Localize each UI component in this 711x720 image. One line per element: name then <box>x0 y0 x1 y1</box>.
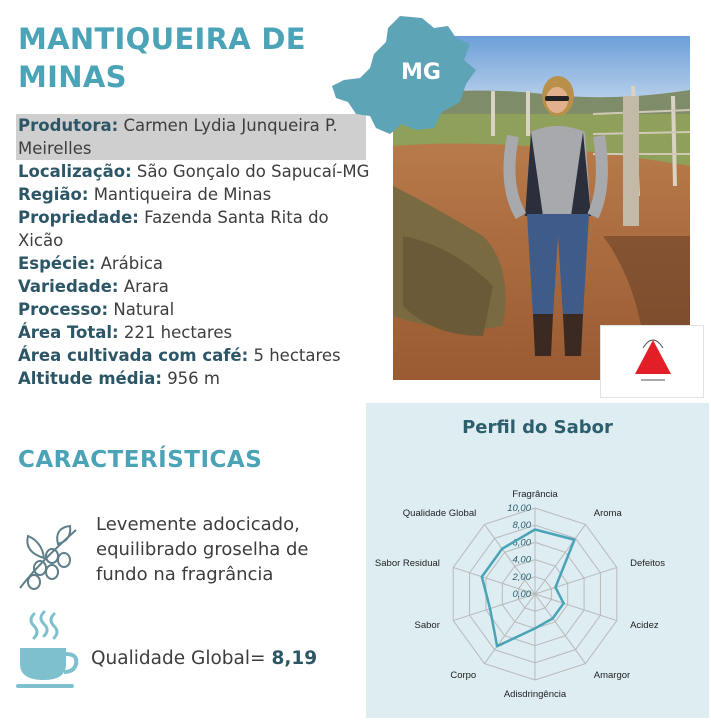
info-value: 5 hectares <box>253 346 341 365</box>
chart-title: Perfil do Sabor <box>462 417 613 438</box>
info-value: Arara <box>123 277 169 296</box>
radar-data-point <box>562 602 564 604</box>
flavor-description: Levemente adocicado, equilibrado groselha de fundo na fragrância <box>96 514 309 585</box>
radar-chart <box>366 403 709 718</box>
global-quality-label: Qualidade Global= <box>91 648 266 669</box>
info-value: Carmen Lydia Junqueira P. Meirelles <box>18 116 338 158</box>
info-row-localizacao <box>18 160 378 183</box>
info-label: Propriedade: <box>18 208 139 227</box>
radar-spoke <box>535 594 586 664</box>
info-value: São Gonçalo do Sapucaí-MG <box>136 162 370 181</box>
info-label: Área cultivada com café: <box>18 346 249 365</box>
radar-scale-label: 4,00 <box>512 554 531 566</box>
info-row-area-total <box>18 321 378 344</box>
radar-axis-label: Corpo <box>450 669 477 681</box>
radar-data-point <box>501 548 503 550</box>
info-value: 956 m <box>167 369 220 388</box>
info-row-propriedade <box>18 206 378 252</box>
radar-axis-label: Aroma <box>593 508 622 520</box>
coffee-cup-icon <box>14 610 80 690</box>
coffee-branch-icon <box>14 522 82 594</box>
page-title: MANTIQUEIRA DE MINAS <box>18 22 306 94</box>
radar-data-point <box>534 528 536 530</box>
info-label: Processo: <box>18 300 109 319</box>
radar-data-point <box>481 576 483 578</box>
info-label: Produtora: <box>18 116 119 135</box>
info-value: Arábica <box>100 254 164 273</box>
info-row-especie <box>18 252 378 275</box>
global-quality <box>91 648 317 669</box>
radar-data-point <box>551 617 553 619</box>
info-row-altitude <box>18 367 378 390</box>
section-title: CARACTERÍSTICAS <box>18 447 263 473</box>
radar-spoke <box>535 594 617 621</box>
radar-scale-label: 6,00 <box>512 537 531 549</box>
info-row-processo <box>18 298 378 321</box>
info-list <box>18 114 378 390</box>
radar-scale-label: 2,00 <box>512 571 531 583</box>
radar-axis-label: Acidez <box>630 619 659 631</box>
info-label: Altitude média: <box>18 369 162 388</box>
minas-gerais-flag-icon <box>600 325 704 398</box>
info-label: Variedade: <box>18 277 119 296</box>
info-row-produtora <box>16 114 366 160</box>
radar-data-point <box>496 645 498 647</box>
radar-axis-label: Sabor Residual <box>374 558 440 570</box>
info-value: Fazenda Santa Rita do Xicão <box>18 208 329 250</box>
radar-axis-label: Qualidade Global <box>402 508 477 520</box>
info-label: Área Total: <box>18 323 119 342</box>
info-label: Localização: <box>18 162 132 181</box>
global-quality-value: 8,19 <box>271 648 318 669</box>
radar-axis-label: Sabor <box>414 619 440 631</box>
state-badge: MG <box>401 60 441 85</box>
info-value: Mantiqueira de Minas <box>93 185 272 204</box>
info-row-area-cultivada <box>18 344 378 367</box>
radar-scale-label: 8,00 <box>512 520 531 532</box>
radar-axis-label: Adisdringência <box>503 689 567 700</box>
radar-spoke <box>535 567 617 594</box>
flavor-profile-panel <box>366 403 709 718</box>
info-label: Espécie: <box>18 254 96 273</box>
radar-axis-label: Fragrância <box>512 489 558 500</box>
radar-axis-label: Amargor <box>593 669 631 681</box>
radar-spoke <box>484 594 535 664</box>
radar-data-point <box>554 586 556 588</box>
info-value: Natural <box>113 300 175 319</box>
radar-scale-label: 0,00 <box>512 589 531 600</box>
radar-data-point <box>489 607 491 609</box>
info-value: 221 hectares <box>123 323 233 342</box>
radar-data-point <box>573 539 575 541</box>
radar-data-point <box>534 627 536 629</box>
radar-axis-label: Defeitos <box>630 558 665 570</box>
radar-scale-label: 10,00 <box>507 503 531 514</box>
info-row-variedade <box>18 275 378 298</box>
info-label: Região: <box>18 185 89 204</box>
info-row-regiao <box>18 183 378 206</box>
